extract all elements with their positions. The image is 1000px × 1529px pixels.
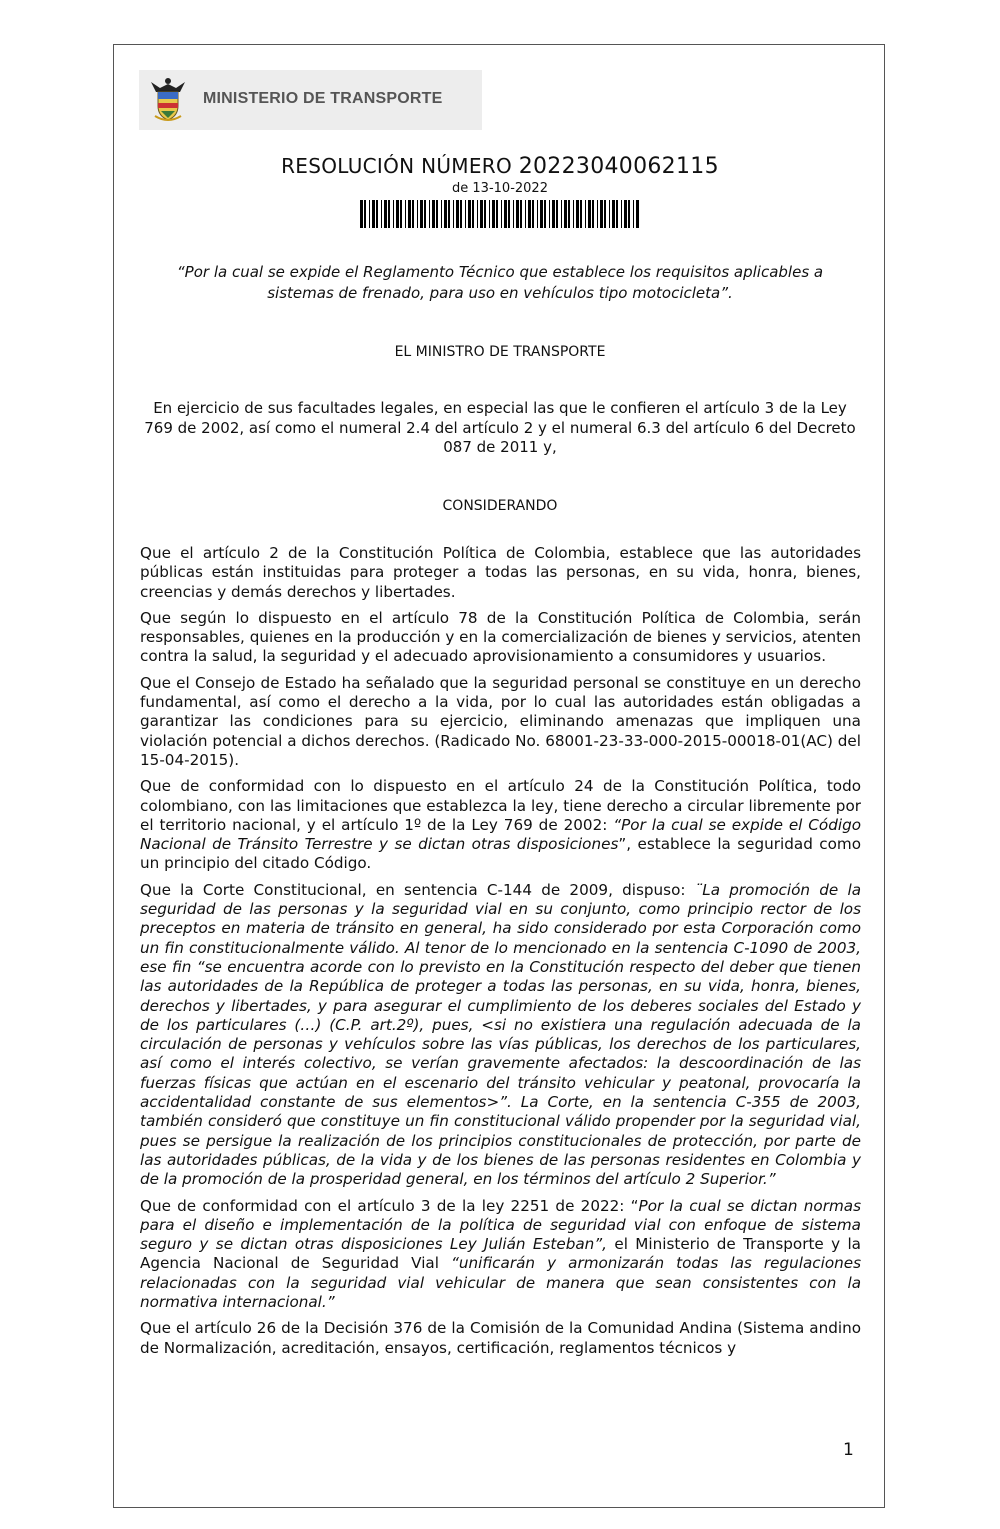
barcode-bar — [420, 200, 423, 228]
barcode-bar — [480, 200, 483, 228]
barcode-bar — [408, 200, 411, 228]
barcode-bar — [624, 200, 627, 228]
barcode-bar — [609, 200, 610, 228]
barcode-bar — [496, 200, 498, 228]
barcode-bar — [468, 200, 471, 228]
barcode-bar — [396, 200, 399, 228]
ministry-name: MINISTERIO DE TRANSPORTE — [203, 90, 443, 107]
resolution-date: de 13-10-2022 — [452, 181, 548, 196]
barcode-bar — [552, 200, 555, 228]
minister-heading: EL MINISTRO DE TRANSPORTE — [394, 344, 606, 360]
italic-citation: Por la cual se dictan normas para el diseño e implementación de la política de seguridad vial con enfoque de sistema seguro y se dictan otras disposiciones Ley Julián Esteban”, — [140, 1196, 861, 1254]
barcode-bar — [513, 200, 514, 228]
barcode-bar — [537, 200, 538, 228]
barcode-bar — [573, 200, 574, 228]
barcode-bar — [588, 200, 591, 228]
barcode-bar — [576, 200, 579, 228]
barcode — [360, 200, 640, 228]
consideration-paragraph — [140, 1197, 861, 1313]
ministry-logo — [139, 70, 482, 130]
barcode-bar — [489, 200, 490, 228]
text-run: Que la Corte Constitucional, en sentencia C-144 de 2009, dispuso: — [140, 880, 695, 899]
barcode-bar — [520, 200, 522, 228]
barcode-bar — [612, 200, 615, 228]
barcode-bar — [600, 200, 603, 228]
consideration-paragraph: Que según lo dispuesto en el artículo 78 de la Constitución Política de Colombia, serán responsables, quienes en la producción y en la comercialización de bienes y servicios, atenten contra la salud, la seguridad y el adecuado aprovisionamiento a consumidores y usuarios. — [140, 608, 861, 666]
legal-basis-paragraph: En ejercicio de sus facultades legales, en especial las que le confieren el artículo 3 de la Ley 769 de 2002, así como el numeral 2.4 del artículo 2 y el numeral 6.3 del artículo 6 del Decreto 087 de 2011 y, — [144, 399, 856, 456]
barcode-bar — [585, 200, 586, 228]
consideration-paragraph: Que el artículo 2 de la Constitución Política de Colombia, establece que las autoridades públicas están instituidas para proteger a todas las personas, en su vida, honra, bienes, creencias y demás derechos y libertades. — [140, 544, 861, 601]
barcode-bar — [369, 200, 370, 228]
consideration-paragraph: Que el Consejo de Estado ha señalado que la seguridad personal se constituye en un derecho fundamental, así como el derecho a la vida, por lo cual las autoridades están obligadas a garantizar las condiciones para su ejercicio, eliminando amenazas que impliquen una violación potencial a dichos derechos. (Radicado No. 68001-23-33-000-2015-00018-01(AC) del 15-04-2015). — [140, 673, 861, 769]
barcode-bar — [604, 200, 606, 228]
resolution-subject-quote: “Por la cual se expide el Reglamento Técnico que establece los requisitos aplicables a sistemas de frenado, para uso en vehículos tipo motocicleta”. — [176, 263, 824, 302]
barcode-bar — [540, 200, 543, 228]
barcode-bar — [544, 200, 546, 228]
text-run: Que de conformidad con el artículo 3 de la ley 2251 de 2022: “ — [140, 1196, 639, 1215]
barcode-bar — [508, 200, 510, 228]
barcode-bar — [384, 200, 387, 228]
text-run: el Ministerio de Transporte y la Agencia Nacional de Seguridad Vial — [140, 1235, 861, 1273]
consideration-paragraph — [140, 881, 861, 1190]
barcode-bar — [561, 200, 562, 228]
barcode-bar — [484, 200, 486, 228]
barcode-bar — [448, 200, 450, 228]
barcode-bar — [492, 200, 495, 228]
barcode-bar — [444, 200, 447, 228]
barcode-bar — [393, 200, 394, 228]
barcode-bar — [477, 200, 478, 228]
italic-citation: “Por la cual se expide el Código Nacional de Tránsito Terrestre y se dictan otras disposiciones — [140, 815, 861, 854]
italic-citation: ¨La promoción de la seguridad de las personas y la seguridad vial en su conjunto, como principio rector de los preceptos en materia de tránsito en general, ha sido considerado por esta Corporación como un fin constitucionalmente válido. Al tenor de lo mencionado en la sentencia C-1090 de 2003, ese fin “se encuentra acorde con lo previsto en la Constitución respecto del deber que tienen las autoridades de la República de proteger a todas las personas, en su vida, honra, bienes, derechos y libertades, y para asegurar el cumplimiento de los deberes sociales del Estado y de los particulares (…) (C.P. art.2º), pues, <si no existiera una regulación adecuada de la circulación de personas y vehículos sobre las vías públicas, los derechos de los particulares, así como el interés colectivo, se verían gravemente afectados: la descoordinación de las fuerzas físicas que actúan en el escenario del tránsito vehicular y peatonal, provocaría la accidentalidad constante de sus elementos>”. La Corte, en la sentencia C-355 de 2003, también consideró que constituye un fin constitucional válido propender por la seguridad vial, pues se persigue la realización de los principios constitucionales de protección, por parte de las autoridades públicas, de la vida y de los bienes de las personas residentes en Colombia y de la promoción de la prosperidad general, en los términos del artículo 2 Superior.” — [140, 880, 861, 1189]
considerando-heading: CONSIDERANDO — [442, 498, 558, 514]
barcode-bar — [364, 200, 366, 228]
barcode-bar — [504, 200, 507, 228]
resolution-title — [0, 154, 1000, 179]
colombia-coat-of-arms-icon — [147, 76, 189, 124]
barcode-bar — [388, 200, 390, 228]
barcode-bar — [597, 200, 598, 228]
barcode-bar — [429, 200, 430, 228]
text-run: Que de conformidad con lo dispuesto en el artículo 24 de la Constitución Política, todo colombiano, con las limitaciones que establezca la ley, tiene derecho a circular libremente por el territorio nacional, y el artículo 1º de la Ley 769 de 2002: — [140, 777, 861, 834]
barcode-bar — [360, 200, 363, 228]
barcode-bar — [436, 200, 438, 228]
barcode-bar — [621, 200, 622, 228]
barcode-bar — [453, 200, 454, 228]
barcode-bar — [568, 200, 570, 228]
consideration-paragraph — [140, 777, 861, 873]
barcode-bar — [400, 200, 402, 228]
barcode-bar — [616, 200, 618, 228]
barcode-bar — [372, 200, 375, 228]
barcode-bar — [432, 200, 435, 228]
barcode-bar — [376, 200, 378, 228]
barcode-bar — [549, 200, 550, 228]
barcode-bar — [441, 200, 442, 228]
text-run: ”, establece la seguridad como un principio del citado Código. — [140, 835, 861, 873]
barcode-bar — [381, 200, 382, 228]
barcode-bar — [465, 200, 466, 228]
barcode-bar — [564, 200, 567, 228]
consideration-paragraph: Que el artículo 26 de la Decisión 376 de la Comisión de la Comunidad Andina (Sistema andino de Normalización, acreditación, ensayos, certificación, reglamentos técnicos y — [140, 1319, 861, 1357]
page-number: 1 — [843, 1440, 854, 1460]
barcode-bar — [472, 200, 474, 228]
barcode-bar — [636, 200, 639, 228]
barcode-bar — [516, 200, 519, 228]
barcode-bar — [532, 200, 534, 228]
resolution-number: 20223040062115 — [518, 154, 719, 179]
barcode-bar — [556, 200, 558, 228]
barcode-bar — [501, 200, 502, 228]
barcode-bar — [580, 200, 582, 228]
barcode-bar — [417, 200, 418, 228]
barcode-bar — [424, 200, 426, 228]
barcode-bar — [528, 200, 531, 228]
barcode-bar — [592, 200, 594, 228]
barcode-bar — [633, 200, 634, 228]
barcode-bar — [525, 200, 526, 228]
italic-citation: “unificarán y armonizarán todas las regulaciones relacionadas con la seguridad vial vehicular de manera que sean consistentes con la normativa internacional.” — [140, 1254, 861, 1311]
barcode-bar — [412, 200, 414, 228]
barcode-bar — [460, 200, 462, 228]
resolution-label: RESOLUCIÓN NÚMERO — [281, 154, 513, 178]
barcode-bar — [405, 200, 406, 228]
barcode-bar — [628, 200, 630, 228]
barcode-bar — [456, 200, 459, 228]
considerations-body — [140, 544, 861, 1358]
